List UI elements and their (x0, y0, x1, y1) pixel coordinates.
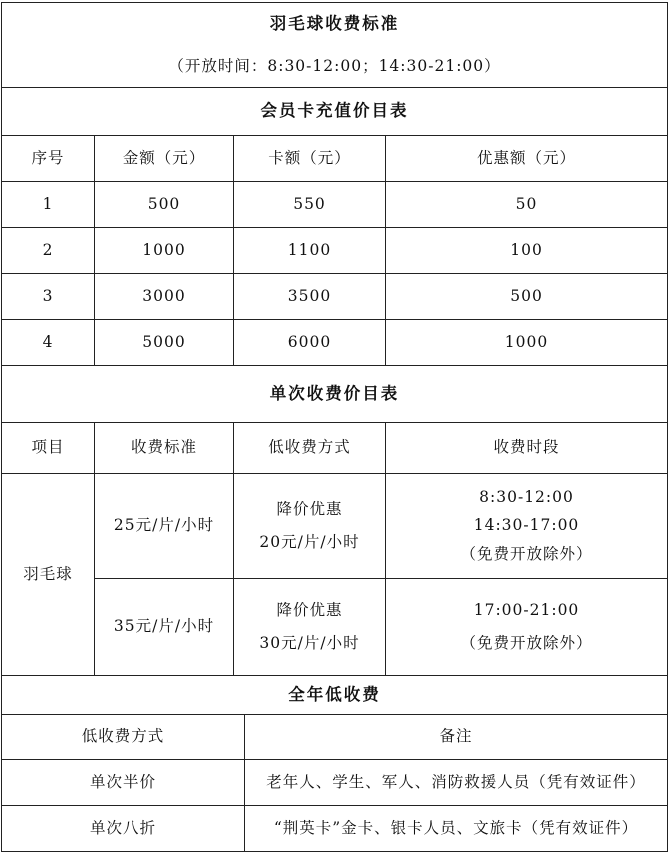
table-row (2, 228, 668, 274)
table-row (2, 760, 668, 806)
opening-hours: （开放时间：8:30-12:00；14:30-21:00） (2, 46, 668, 88)
table-cell: 单次八折 (2, 806, 245, 852)
table-cell: 3500 (234, 274, 386, 320)
annual-table-title: 全年低收费 (2, 676, 668, 715)
table-cell: 50 (386, 182, 668, 228)
table-cell: 单次半价 (2, 760, 245, 806)
table-cell: 500 (95, 182, 234, 228)
method-line: 降价优惠 (276, 600, 343, 619)
method-line: 30元/片/小时 (259, 634, 360, 652)
header-cell: 项目 (2, 423, 95, 474)
single-header-row (2, 423, 668, 474)
table-row (2, 474, 668, 579)
table-cell: 100 (386, 228, 668, 274)
table-cell: 3000 (95, 274, 234, 320)
table-cell: 4 (2, 320, 95, 366)
time-line: 14:30-17:00 (473, 516, 580, 535)
time-line: 17:00-21:00 (473, 600, 580, 619)
table-cell: “荆英卡”金卡、银卡人员、文旅卡（凭有效证件） (245, 806, 668, 852)
member-header-row (2, 136, 668, 182)
header-cell: 优惠额（元） (386, 136, 668, 182)
method-line: 降价优惠 (276, 499, 343, 518)
header-cell: 低收费方式 (2, 715, 245, 760)
table-cell: 6000 (234, 320, 386, 366)
table-cell: 2 (2, 228, 95, 274)
member-table-title: 会员卡充值价目表 (2, 88, 668, 136)
table-cell: 5000 (95, 320, 234, 366)
price-table (1, 2, 668, 852)
standard-cell: 25元/片/小时 (95, 474, 234, 579)
item-cell: 羽毛球 (2, 474, 95, 676)
method-line: 20元/片/小时 (259, 533, 360, 551)
table-cell: 1 (2, 182, 95, 228)
table-row (2, 182, 668, 228)
time-line: （免费开放除外） (460, 544, 593, 563)
time-line: （免费开放除外） (460, 634, 593, 652)
table-row (2, 274, 668, 320)
table-cell: 550 (234, 182, 386, 228)
standard-cell: 35元/片/小时 (95, 579, 234, 676)
header-cell: 收费时段 (386, 423, 668, 474)
method-cell (234, 474, 386, 579)
table-row (2, 806, 668, 852)
table-row (2, 320, 668, 366)
header-cell: 备注 (245, 715, 668, 760)
table-cell: 1000 (95, 228, 234, 274)
single-table-title: 单次收费价目表 (2, 366, 668, 423)
header-cell: 低收费方式 (234, 423, 386, 474)
time-cell (386, 579, 668, 676)
header-cell: 序号 (2, 136, 95, 182)
time-line: 8:30-12:00 (479, 487, 574, 506)
header-cell: 卡额（元） (234, 136, 386, 182)
time-cell (386, 474, 668, 579)
table-cell: 1100 (234, 228, 386, 274)
method-cell (234, 579, 386, 676)
page-title: 羽毛球收费标准 (2, 3, 668, 46)
table-cell: 1000 (386, 320, 668, 366)
table-row (2, 579, 668, 676)
header-cell: 收费标准 (95, 423, 234, 474)
table-cell: 3 (2, 274, 95, 320)
header-cell: 金额（元） (95, 136, 234, 182)
annual-header-row (2, 715, 668, 760)
table-cell: 500 (386, 274, 668, 320)
table-cell: 老年人、学生、军人、消防救援人员（凭有效证件） (245, 760, 668, 806)
